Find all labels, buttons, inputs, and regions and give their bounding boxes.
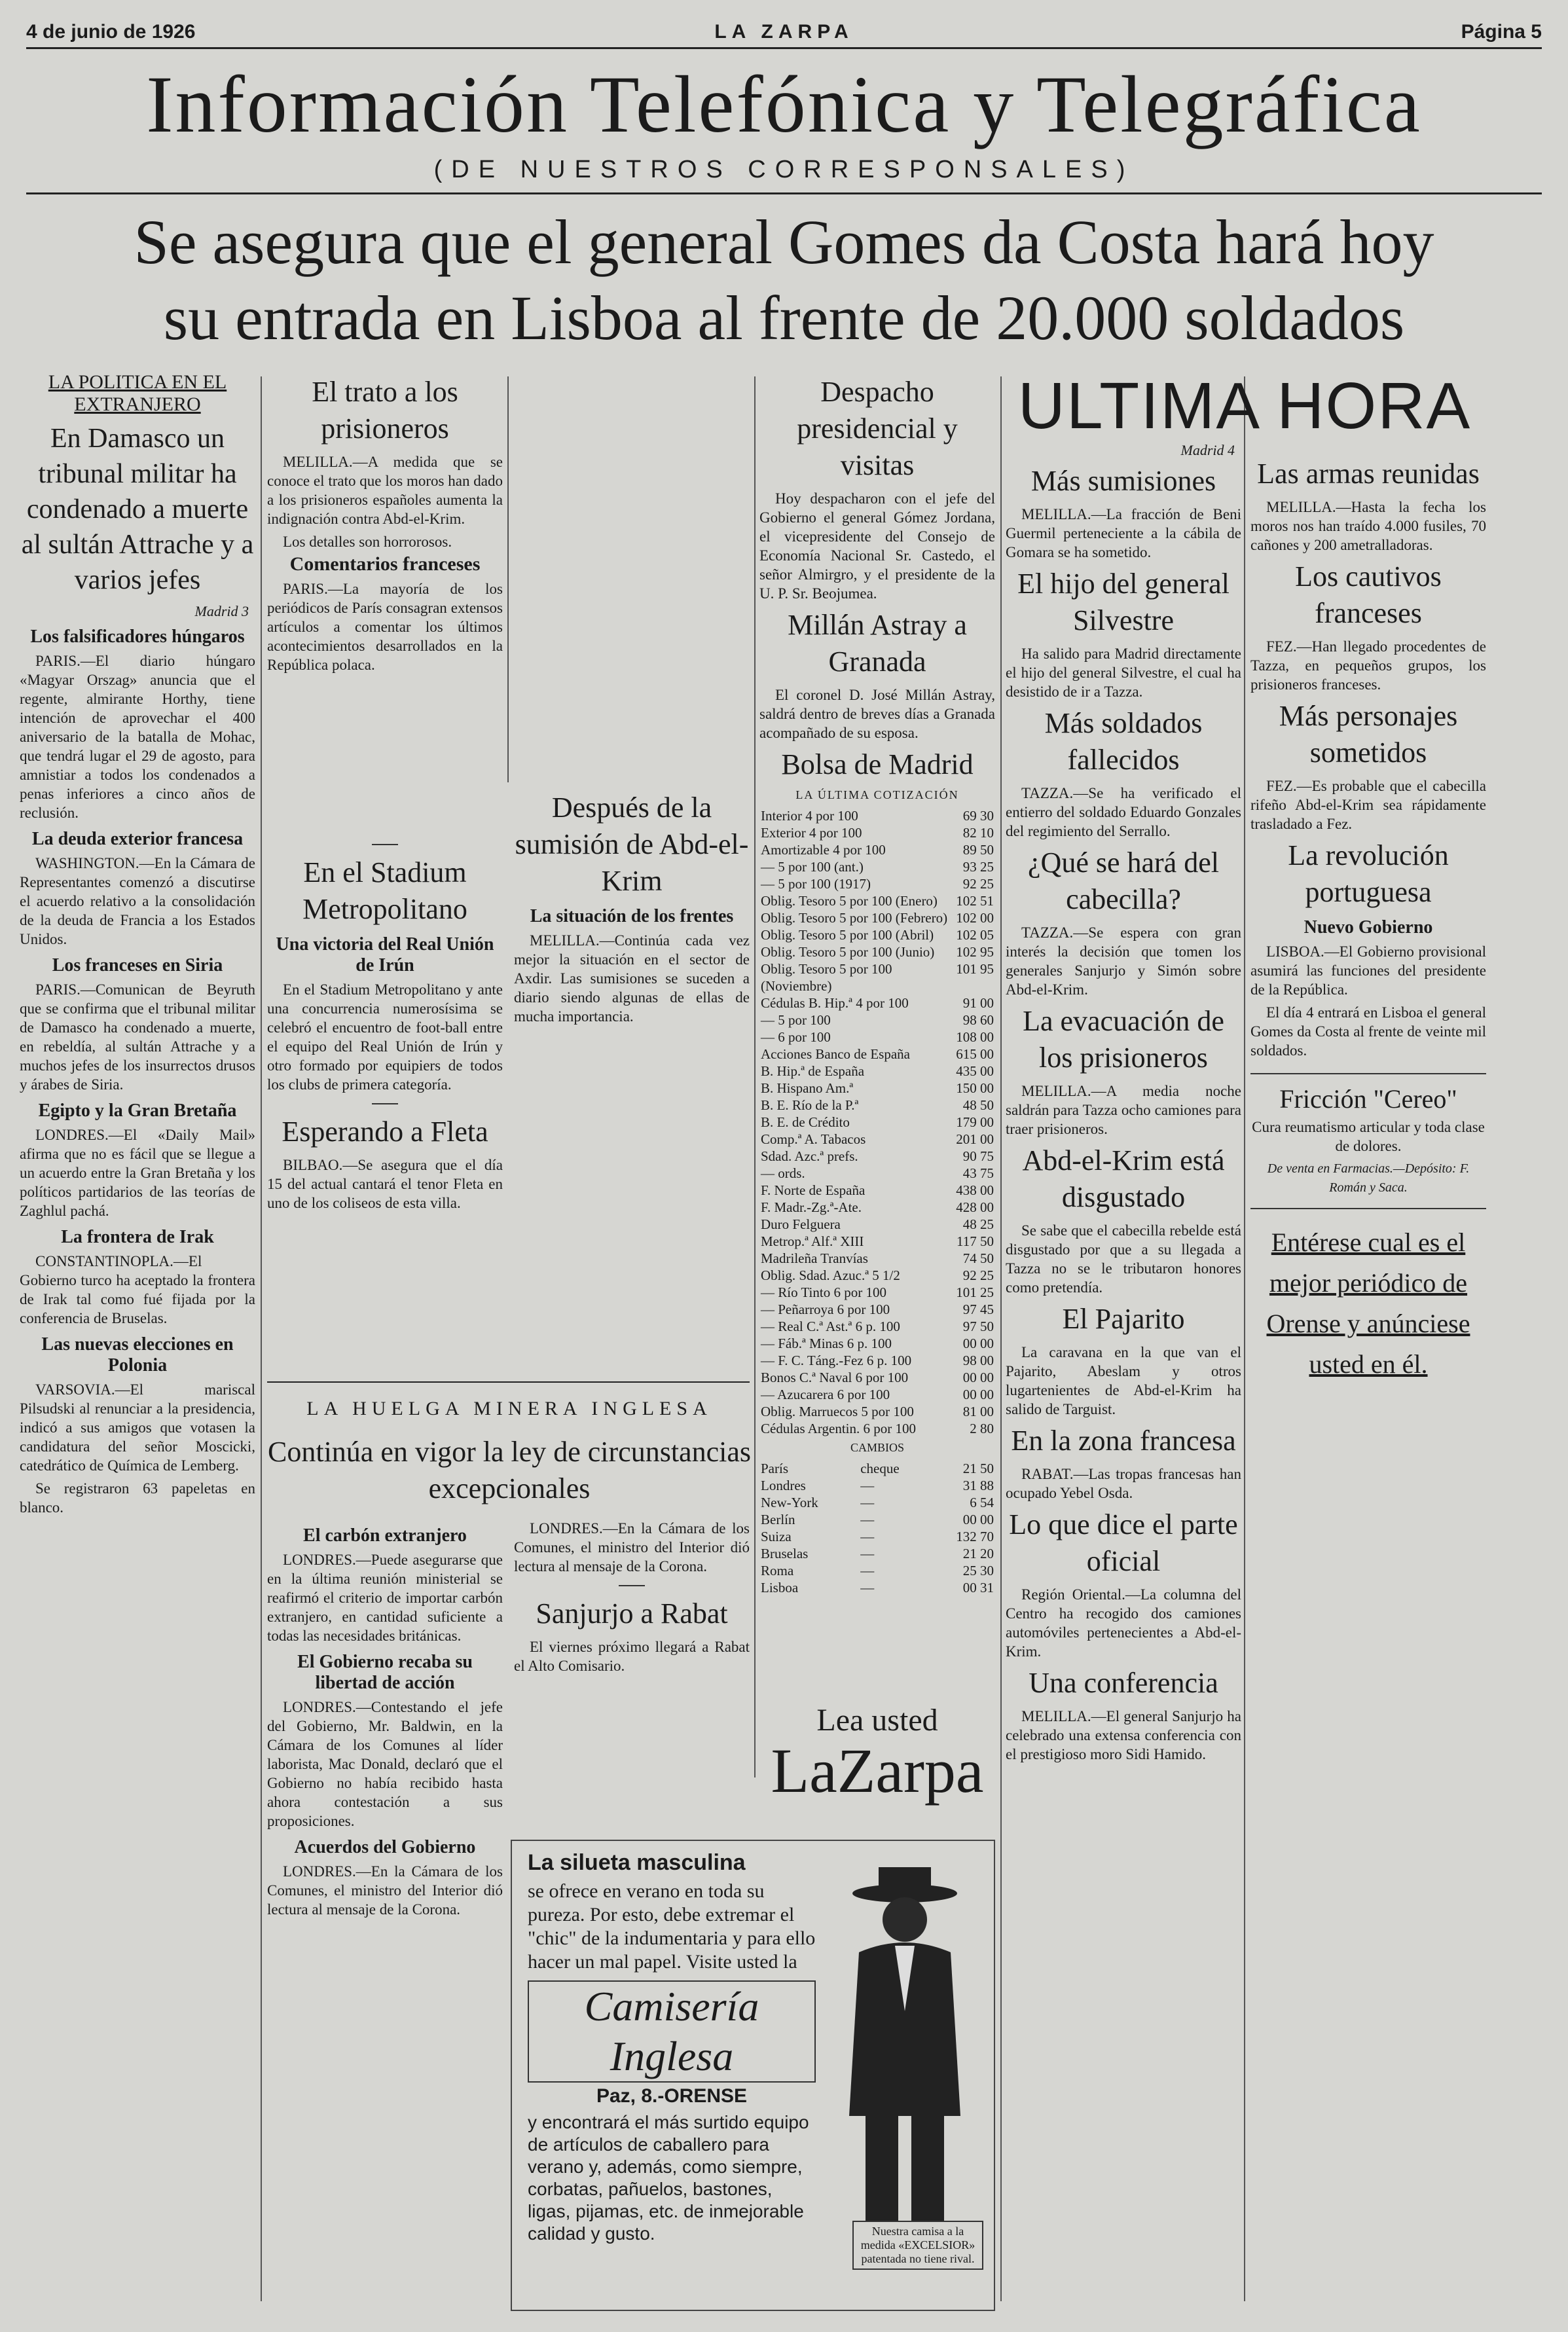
quote-value: 179 00 [956,1114,994,1130]
quote-name: — 5 por 100 (1917) [761,876,871,892]
article-title: Sanjurjo a Rabat [536,1597,728,1630]
article-subtitle: Los franceses en Siria [52,955,223,975]
article-title: En el Stadium Metropolitano [302,856,467,925]
ad-text-2: y encontrará el más surtido equipo de artículos de caballero para verano y, además, como siempre, corbatas, pañuelos, bastones, ligas, pijamas, etc. de inmejorable calidad y gusto. [528,2112,809,2244]
page-number: Página 5 [1461,21,1542,43]
article-text: MELILLA.—El general Sanjurjo ha celebrado una extensa conferencia con el prestigioso moro Sidi Hamido. [1006,1708,1241,1762]
ad-boxed-note: Nuestra camisa a la medida «EXCELSIOR» patentada no tiene rival. [852,2221,983,2270]
quote-row [759,892,995,909]
kicker: LA POLITICA EN EL EXTRANJERO [48,371,227,415]
quote-value: 102 95 [956,944,994,960]
quote-row [759,875,995,892]
quote-name: Acciones Banco de España [761,1046,910,1062]
article-text: LONDRES.—Puede asegurarse que en la última reunión ministerial se reafirmó el criterio de importar carbón extranjero, en cantidad suficiente a todas las necesidades británicas. [267,1552,503,1644]
ad-lea-usted: Lea usted [816,1703,938,1738]
quote-name: Metrop.ª Alf.ª XIII [761,1233,864,1249]
article-title: La revolución portuguesa [1288,839,1449,908]
quote-value: 90 75 [962,1148,994,1164]
article-text: PARIS.—El diario húngaro «Magyar Orszag» anuncia que el regente, almirante Horthy, tiene intención de aprovechar el 400 aniversario de la batalla de Mohac, que tendrá lugar el 29 de agosto, para amnistiar a todos los condenados a penas inferiores a cinco años de reclusión. [20,653,255,821]
article-subtitle: Una victoria del Real Unión de Irún [276,934,494,975]
article-title: Más sumisiones [1030,465,1216,497]
quote-row [759,1369,995,1386]
exchange-row [759,1494,995,1511]
article-subtitle: Acuerdos del Gobierno [294,1837,476,1857]
quote-name: F. Norte de España [761,1182,866,1198]
quote-name: Madrileña Tranvías [761,1250,868,1266]
separator [372,1103,398,1104]
article-text: BILBAO.—Se asegura que el día 15 del actual cantará el tenor Fleta en uno de los coliseos de esta villa. [267,1157,503,1211]
exchange-city: París [761,1461,788,1476]
exchange-city: Bruselas [761,1546,809,1561]
quote-value: 102 05 [956,927,994,943]
article-text: Se sabe que el cabecilla rebelde está disgustado por que a su llegada a Tazza no se le tributaron honores como pretendía. [1006,1222,1241,1296]
column-deportes [267,835,503,1358]
quote-row [759,909,995,926]
banner-kicker: LA HUELGA MINERA INGLESA [306,1398,712,1419]
quote-row [759,1131,995,1148]
article-subtitle: Egipto y la Gran Bretaña [38,1101,237,1121]
quote-name: Amortizable 4 por 100 [761,842,886,858]
ultima-hora-title: ULTIMA HORA [1017,369,1472,443]
quote-name: — Fáb.ª Minas 6 p. 100 [761,1336,892,1351]
exchange-city: Lisboa [761,1580,799,1595]
quote-name: Oblig. Tesoro 5 por 100 (Abril) [761,927,934,943]
article-text: PARIS.—La mayoría de los periódicos de París consagran extensos artículos a comentar los últimos acontecimientos desarrollados en la República polaca. [267,581,503,673]
quote-row [759,1233,995,1250]
quote-name: — 5 por 100 [761,1012,831,1028]
column-5 [1250,452,1486,2324]
quote-value: 101 25 [956,1284,994,1300]
exchange-row [759,1511,995,1528]
article-text: PARIS.—Comunican de Beyruth que se confirma que el tribunal militar de Damasco ha condenado a muerte, en rebeldía, al sultán Attrache y a muchos jefes de los insurrectos drusos y árabes de Siria. [20,981,255,1093]
article-subtitle: El Gobierno recaba su libertad de acción [297,1652,473,1693]
exchange-city: Berlín [761,1512,795,1527]
article-text: LISBOA.—El Gobierno provisional asumirá las funciones del presidente de la República. [1250,943,1486,998]
quote-name: Bonos C.ª Naval 6 por 100 [761,1370,909,1385]
article-text: El día 4 entrará en Lisboa el general Gomes da Costa al frente de veinte mil soldados. [1250,1004,1486,1059]
article-title: Millán Astray a Granada [788,609,967,678]
quote-row [759,807,995,824]
article-subtitle: La frontera de Irak [61,1227,214,1247]
header-rule [26,47,1542,49]
article-title: Los cautivos franceses [1295,560,1442,629]
gentleman-illustration [820,1854,983,2260]
exchange-city: Suiza [761,1529,792,1544]
quote-name: — F. C. Táng.-Fez 6 p. 100 [761,1353,912,1368]
quote-row [759,841,995,858]
ad-brand: Camisería Inglesa [528,1980,816,2083]
article-title: En la zona francesa [1011,1425,1236,1457]
article-text: VARSOVIA.—El mariscal Pilsudski al renunciar a la presidencia, indicó a sus amigos que votasen la candidatura del señor Moscicki, catedrático de Química de Lemberg. [20,1381,255,1474]
quote-value: 201 00 [956,1131,994,1147]
banner-headline: Continúa en vigor la ley de circunstancias excepcionales [268,1436,751,1504]
quote-value: 98 60 [962,1012,994,1028]
article-text: Los detalles son horrorosos. [283,534,452,550]
quote-value: 428 00 [956,1199,994,1215]
quote-name: Oblig. Tesoro 5 por 100 (Enero) [761,893,938,909]
article-title: Despacho presidencial y visitas [797,376,958,481]
article-text: MELILLA.—Hasta la fecha los moros nos han traído 4.000 fusiles, 70 cañones y 200 ametralladoras. [1250,499,1486,553]
quote-row [759,1216,995,1233]
quote-row [759,1403,995,1420]
quote-row [759,1046,995,1063]
ad-la-zarpa-logo: LaZarpa [771,1736,984,1806]
article-subtitle: Comentarios franceses [289,553,481,575]
stock-quotes-table [759,807,995,1437]
ad-friccion-cereo [1250,1073,1486,1209]
quote-value: 92 25 [962,876,994,892]
exchange-type: — [860,1495,875,1510]
article-text: El coronel D. José Millán Astray, saldrá dentro de breves días a Granada acompañado de su esposa. [759,687,995,741]
quote-name: — ords. [761,1165,805,1181]
article-title: Esperando a Fleta [282,1116,488,1148]
article-title: Abd-el-Krim está disgustado [1022,1144,1225,1213]
quote-value: 615 00 [956,1046,994,1062]
quote-value: 48 50 [962,1097,994,1113]
quote-name: Cédulas Argentin. 6 por 100 [761,1421,917,1436]
quote-value: 00 00 [962,1370,994,1385]
quote-row [759,858,995,875]
exchange-city: Londres [761,1478,806,1493]
column-comentarios [267,547,503,795]
quote-row [759,926,995,943]
article-title: Las armas reunidas [1257,458,1480,490]
exchange-row [759,1545,995,1562]
exchange-type: — [860,1478,875,1493]
quote-row [759,994,995,1011]
dateline: Madrid 4 [1180,442,1235,458]
article-text: El viernes próximo llegará a Rabat el Alto Comisario. [514,1639,750,1674]
article-title: Una conferencia [1029,1667,1218,1699]
exchange-city: New-York [761,1495,818,1510]
quote-name: Comp.ª A. Tabacos [761,1131,866,1147]
quote-value: 43 75 [962,1165,994,1181]
quote-name: Exterior 4 por 100 [761,825,862,841]
quote-row [759,1352,995,1369]
exchange-type: — [860,1563,875,1578]
ad-enterese: Entérese cual es el mejor periódico de Orense y anúnciese usted en él. [1266,1228,1470,1379]
article-text: TAZZA.—Se espera con gran interés la decisión que tomen los generales Sanjurjo y Simón sobre Abd-el-Krim. [1006,924,1241,998]
article-text: MELILLA.—A media noche saldrán para Tazza ocho camiones para traer prisioneros. [1006,1083,1241,1137]
article-subtitle: LA ÚLTIMA COTIZACIÓN [795,788,959,801]
quote-name: — Peñarroya 6 por 100 [761,1302,890,1317]
exchange-city: Roma [761,1563,794,1578]
quote-value: 00 00 [962,1336,994,1351]
article-text: WASHINGTON.—En la Cámara de Representantes comenzó a discutirse el acuerdo relativo a la consolidación de la deuda de Francia a los Estados Unidos. [20,855,255,947]
column-sumision [507,786,756,1152]
quote-value: 102 00 [956,910,994,926]
quote-name: Oblig. Tesoro 5 por 100 (Junio) [761,944,935,960]
article-title: El Pajarito [1062,1303,1185,1335]
quote-row [759,1386,995,1403]
article-text: Hoy despacharon con el jefe del Gobierno el general Gómez Jordana, el vicepresidente del Consejo de Economía Nacional Sr. Castedo, el señor Almirgro, y el presidente de la U. P. Sr. Beojumea. [759,490,995,602]
article-text: En el Stadium Metropolitano y ante una concurrencia numerosísima se celebró el encuentro de foot-ball entre el equipo del Real Unión de Irún y otro formado por equipiers de todos los clubs de primera categoría. [267,981,503,1093]
quote-value: 81 00 [962,1404,994,1419]
quote-name: Oblig. Tesoro 5 por 100 (Febrero) [761,910,948,926]
exchange-type: — [860,1546,875,1561]
article-text: CONSTANTINOPLA.—El Gobierno turco ha aceptado la frontera de Irak tal como fué fijada por la conferencia de Bruselas. [20,1253,255,1326]
column-huelga-1 [267,1519,503,2305]
column-rule [1244,376,1245,2301]
quote-value: 435 00 [956,1063,994,1079]
article-text: La caravana en la que van el Pajarito, Abeslam y otros lugartenientes de Abd-el-Krim ha salido de Targuist. [1006,1344,1241,1417]
article-text: TAZZA.—Se ha verificado el entierro del soldado Eduardo Gonzales del regimiento del Serrallo. [1006,785,1241,839]
quote-row [759,1011,995,1029]
quote-value: 74 50 [962,1250,994,1266]
quote-row [759,943,995,960]
ad-text: se ofrece en verano en toda su pureza. Por esto, debe extremar el "chic" de la indumentaria y para ello hacer un mal papel. Visite usted la [528,1880,816,1973]
quote-name: — 5 por 100 (ant.) [761,859,864,875]
exchange-value: 6 54 [970,1495,994,1510]
quote-value: 438 00 [956,1182,994,1198]
masthead-rule [26,192,1542,194]
article-title: Después de la sumisión de Abd-el-Krim [515,792,749,897]
article-text: FEZ.—Es probable que el cabecilla rifeño Abd-el-Krim sea rápidamente trasladado a Fez. [1250,778,1486,832]
article-text: LONDRES.—En la Cámara de los Comunes, el ministro del Interior dió lectura al mensaje de la Corona. [267,1863,503,1918]
quote-name: Interior 4 por 100 [761,808,858,824]
page-header [26,18,1542,45]
quote-name: B. Hispano Am.ª [761,1080,854,1096]
ad-camiseria-inglesa [511,1840,995,2311]
article-text: MELILLA.—Continúa cada vez mejor la situación en el sector de Axdir. Las sumisiones se suceden a diario siendo algunas de ellas de mucha importancia. [514,932,750,1025]
separator [372,844,398,845]
quote-value: 89 50 [962,842,994,858]
paper-name: LA ZARPA [714,21,854,43]
quote-row [759,1199,995,1216]
ad-heading: La silueta masculina [528,1850,746,1875]
article-text: Se registraron 63 papeletas en blanco. [20,1480,255,1516]
quote-name: B. Hip.ª de España [761,1063,865,1079]
banner-rule [267,1381,750,1383]
exchange-value: 25 30 [962,1563,994,1578]
article-subtitle: Nuevo Gobierno [1304,917,1433,938]
ad-la-zarpa [759,1696,995,1827]
article-text: LONDRES.—El «Daily Mail» afirma que no es fácil que se llegue a un acuerdo entre la Gran Bretaña y los políticos partidarios de las teorías de Zaghlul pachá. [20,1127,255,1219]
quote-name: — 6 por 100 [761,1029,831,1045]
quote-name: Oblig. Marruecos 5 por 100 [761,1404,914,1419]
quote-value: 102 51 [956,893,994,909]
quote-row [759,1284,995,1301]
quote-value: 2 80 [970,1421,994,1436]
quote-row [759,1029,995,1046]
separator [619,1585,645,1586]
exchange-type: — [860,1580,875,1595]
quote-name: — Azucarera 6 por 100 [761,1387,890,1402]
exchange-row [759,1562,995,1579]
exchange-value: 00 31 [962,1580,994,1595]
quote-value: 117 50 [957,1233,994,1249]
quote-name: B. E. Río de la P.ª [761,1097,859,1113]
quote-row [759,824,995,841]
article-text: LONDRES.—Contestando el jefe del Gobierno, Mr. Baldwin, en la Cámara de los Comunes al líder laborista, Mac Donald, declaró que el Gobierno no había recibido hasta ahora contestación a sus proposiciones. [267,1699,503,1829]
column-rule [261,376,262,2301]
article-title: El hijo del general Silvestre [1017,568,1230,636]
quote-name: Sdad. Azc.ª prefs. [761,1148,858,1164]
quote-name: Oblig. Sdad. Azuc.ª 5 1/2 [761,1267,900,1283]
article-title: ¿Qué se hará del cabecilla? [1028,847,1219,915]
exchange-value: 132 70 [956,1529,994,1544]
ad-text: Cura reumatismo articular y toda clase de dolores. [1252,1119,1485,1154]
quote-row [759,1165,995,1182]
quote-row [759,1080,995,1097]
ad-sale: De venta en Farmacias.—Depósito: F. Román y Saca. [1267,1161,1470,1195]
exchange-value: 31 88 [962,1478,994,1493]
cambios-title: CAMBIOS [850,1441,905,1454]
exchange-value: 21 50 [962,1461,994,1476]
quote-value: 98 00 [962,1353,994,1368]
exchange-value: 00 00 [962,1512,994,1527]
quote-row [759,1420,995,1437]
section-subtitle: (DE NUESTROS CORRESPONSALES) [433,156,1135,183]
exchange-type: — [860,1529,875,1544]
quote-value: 69 30 [962,808,994,824]
quote-value: 91 00 [962,995,994,1011]
quote-name: Cédulas B. Hip.ª 4 por 100 [761,995,909,1011]
main-headline [26,204,1542,356]
article-text: FEZ.—Han llegado procedentes de Tazza, en pequeños grupos, los prisioneros franceses. [1250,638,1486,693]
exchange-type: — [860,1512,875,1527]
quote-value: 48 25 [962,1216,994,1232]
article-title: Bolsa de Madrid [781,748,974,780]
quote-row [759,1097,995,1114]
quote-value: 101 95 [956,961,994,977]
quote-name: — Real C.ª Ast.ª 6 p. 100 [761,1319,900,1334]
ad-address: Paz, 8.-ORENSE [596,2085,748,2107]
quote-row [759,1148,995,1165]
quote-row [759,1182,995,1199]
quote-value: 00 00 [962,1387,994,1402]
quote-row [759,1114,995,1131]
quote-value: 82 10 [962,825,994,841]
section-title: Información Telefónica y Telegráfica [146,60,1422,149]
article-subtitle: El carbón extranjero [303,1525,467,1546]
quote-row [759,1318,995,1335]
quote-value: 97 45 [962,1302,994,1317]
exchange-row [759,1460,995,1477]
exchange-type: cheque [860,1461,900,1476]
quote-name: Duro Felguera [761,1216,841,1232]
exchange-row [759,1528,995,1545]
article-title: La evacuación de los prisioneros [1023,1005,1224,1074]
column-despacho-bolsa [759,370,995,1777]
quote-name: — Río Tinto 6 por 100 [761,1284,886,1300]
article-subtitle: Los falsificadores húngaros [30,627,245,647]
article-title: Lo que dice el parte oficial [1009,1508,1238,1577]
article-text: MELILLA.—A medida que se conoce el trato que los moros han dado a los prisioneros españoles aumenta la indignación contra Abd-el-Krim. [267,454,503,527]
issue-date: 4 de junio de 1926 [26,21,196,43]
quote-row [759,1063,995,1080]
quote-row [759,1335,995,1352]
main-headline-line2: su entrada en Lisboa al frente de 20.000 soldados [163,283,1405,353]
article-subtitle: La deuda exterior francesa [31,829,244,849]
article-title: El trato a los prisioneros [312,376,458,445]
ad-title: Fricción "Cereo" [1279,1084,1457,1114]
exchange-table [759,1460,995,1596]
quote-row [759,1301,995,1318]
column-rule [1000,376,1002,2301]
article-text: Ha salido para Madrid directamente el hijo del general Silvestre, el cual ha desistido de ir a Tazza. [1006,646,1241,700]
quote-row [759,960,995,994]
article-text: LONDRES.—En la Cámara de los Comunes, el ministro del Interior dió lectura al mensaje de la Corona. [514,1520,750,1575]
exchange-row [759,1579,995,1596]
quote-value: 150 00 [956,1080,994,1096]
quote-name: Oblig. Tesoro 5 por 100 (Noviembre) [761,961,892,994]
article-subtitle: Las nuevas elecciones en Polonia [41,1334,234,1376]
quote-value: 97 50 [962,1319,994,1334]
dateline: Madrid 3 [194,603,249,619]
article-subtitle: La situación de los frentes [530,906,734,926]
exchange-row [759,1477,995,1494]
quote-name: F. Madr.-Zg.ª-Ate. [761,1199,862,1215]
exchange-value: 21 20 [962,1546,994,1561]
article-title: Más personajes sometidos [1279,700,1458,769]
article-text: RABAT.—Las tropas francesas han ocupado Yebel Osda. [1006,1466,1241,1501]
article-text: Región Oriental.—La columna del Centro ha recogido dos camiones automóviles pertenecientes a Abd-el-Krim. [1006,1586,1241,1660]
article-title: Más soldados fallecidos [1044,707,1203,776]
main-headline-line1: Se asegura que el general Gomes da Costa hará hoy [134,207,1434,277]
quote-row [759,1267,995,1284]
article-text: MELILLA.—La fracción de Beni Guermil perteneciente a la cábila de Gomara se ha sometido. [1006,506,1241,560]
article-title: En Damasco un tribunal militar ha condenado a muerte al sultán Attrache y a varios jefes [21,424,254,595]
quote-name: B. E. de Crédito [761,1114,850,1130]
quote-row [759,1250,995,1267]
column-politica-extranjero [20,370,255,2321]
quote-value: 93 25 [962,859,994,875]
quote-value: 92 25 [962,1267,994,1283]
column-rule [507,376,509,782]
quote-value: 108 00 [956,1029,994,1045]
